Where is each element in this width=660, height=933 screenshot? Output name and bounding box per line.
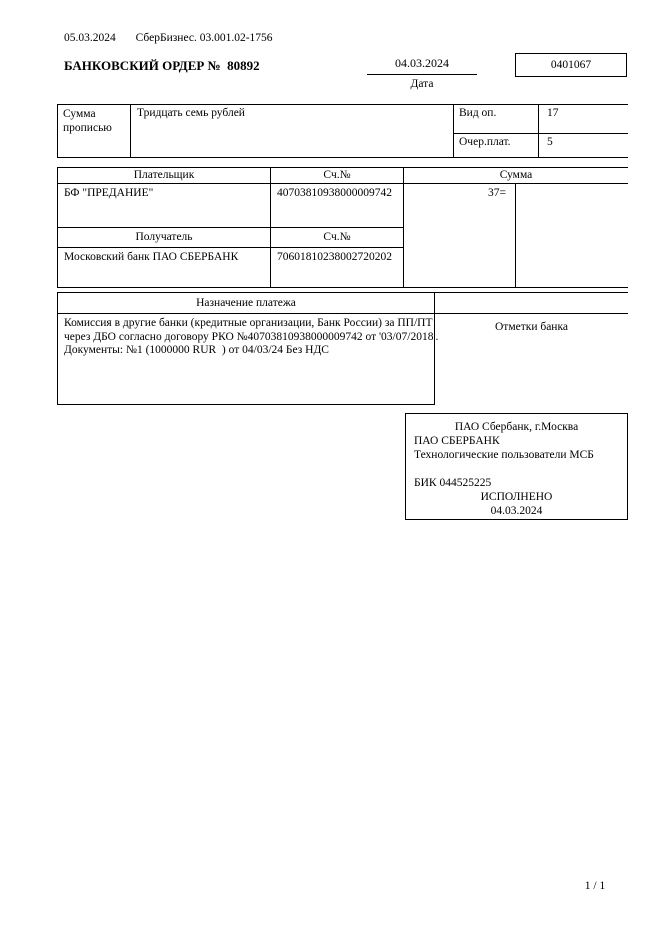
amount-words-value: Тридцать семь рублей — [131, 105, 454, 157]
receiver-header-row — [58, 228, 403, 248]
stamp-status: ИСПОЛНЕНО — [480, 491, 553, 503]
parties-columns — [58, 168, 404, 287]
receiver-header: Получатель — [58, 228, 271, 247]
parties-table — [57, 167, 628, 288]
sum-column — [404, 168, 628, 287]
purpose-body-row — [57, 314, 628, 405]
receiver-row — [58, 248, 403, 287]
payer-account-header: Сч.№ — [323, 169, 351, 181]
page-indicator: 1 / 1 — [584, 880, 606, 892]
receiver-account-header: Сч.№ — [323, 231, 351, 243]
stamp-spacer — [414, 462, 619, 476]
form-number-box — [515, 53, 627, 77]
stamp-status-date: 04.03.2024 — [490, 505, 543, 517]
meta-source: СберБизнес. 03.001.02-1756 — [135, 32, 273, 44]
document-title: БАНКОВСКИЙ ОРДЕР № 80892 — [64, 58, 260, 73]
stamp-bik: БИК 044525225 — [414, 477, 492, 489]
payer-header: Плательщик — [58, 168, 271, 183]
purpose-line: Документы: №1 (1000000 RUR ) от 04/03/24 Без НДС — [64, 344, 329, 356]
purpose-header: Назначение платежа — [57, 293, 435, 313]
op-type-value: 17 — [547, 107, 559, 119]
operation-cells — [454, 105, 628, 157]
stamp-department: Технологические пользователи МСБ — [414, 449, 594, 461]
form-number: 0401067 — [550, 59, 592, 71]
priority-row — [454, 134, 628, 157]
amount-words-label: Сумма прописью — [58, 105, 131, 157]
receiver-name: Московский банк ПАО СБЕРБАНК — [58, 248, 271, 287]
payer-name: БФ "ПРЕДАНИЕ" — [58, 184, 271, 227]
amount-table — [57, 104, 628, 158]
bank-stamp-box — [405, 413, 628, 520]
sum-cells — [404, 184, 628, 287]
sum-value: 37= — [404, 184, 516, 287]
purpose-line: через ДБО согласно договору РКО №40703810938000009742 от '03/07/2018'. — [64, 330, 439, 343]
payer-account: 40703810938000009742 — [277, 187, 392, 199]
document-date: 04.03.2024 — [367, 56, 477, 75]
priority-label: Очер.плат. — [454, 134, 539, 157]
purpose-header-spacer — [435, 293, 628, 313]
stamp-bank-city: ПАО Сбербанк, г.Москва — [454, 421, 579, 433]
purpose-line: Комиссия в другие банки (кредитные организации, Банк России) за ПП/ПТ — [64, 317, 433, 329]
op-type-row — [454, 105, 628, 134]
purpose-section — [57, 292, 628, 405]
stamp-bank-name: ПАО СБЕРБАНК — [414, 435, 500, 447]
meta-date: 05.03.2024 — [64, 32, 116, 44]
purpose-header-row — [57, 292, 628, 314]
sum-kopecks-cell — [516, 184, 628, 287]
document-meta-line — [64, 32, 273, 44]
payer-header-row — [58, 168, 403, 184]
sum-header: Сумма — [404, 168, 628, 184]
date-label: Дата — [410, 78, 434, 90]
receiver-account: 70601810238002720202 — [277, 251, 392, 263]
payer-row — [58, 184, 403, 228]
op-type-label: Вид оп. — [454, 105, 539, 133]
bank-marks-header: Отметки банка — [495, 321, 568, 333]
priority-value: 5 — [547, 136, 553, 148]
purpose-text — [57, 314, 439, 405]
